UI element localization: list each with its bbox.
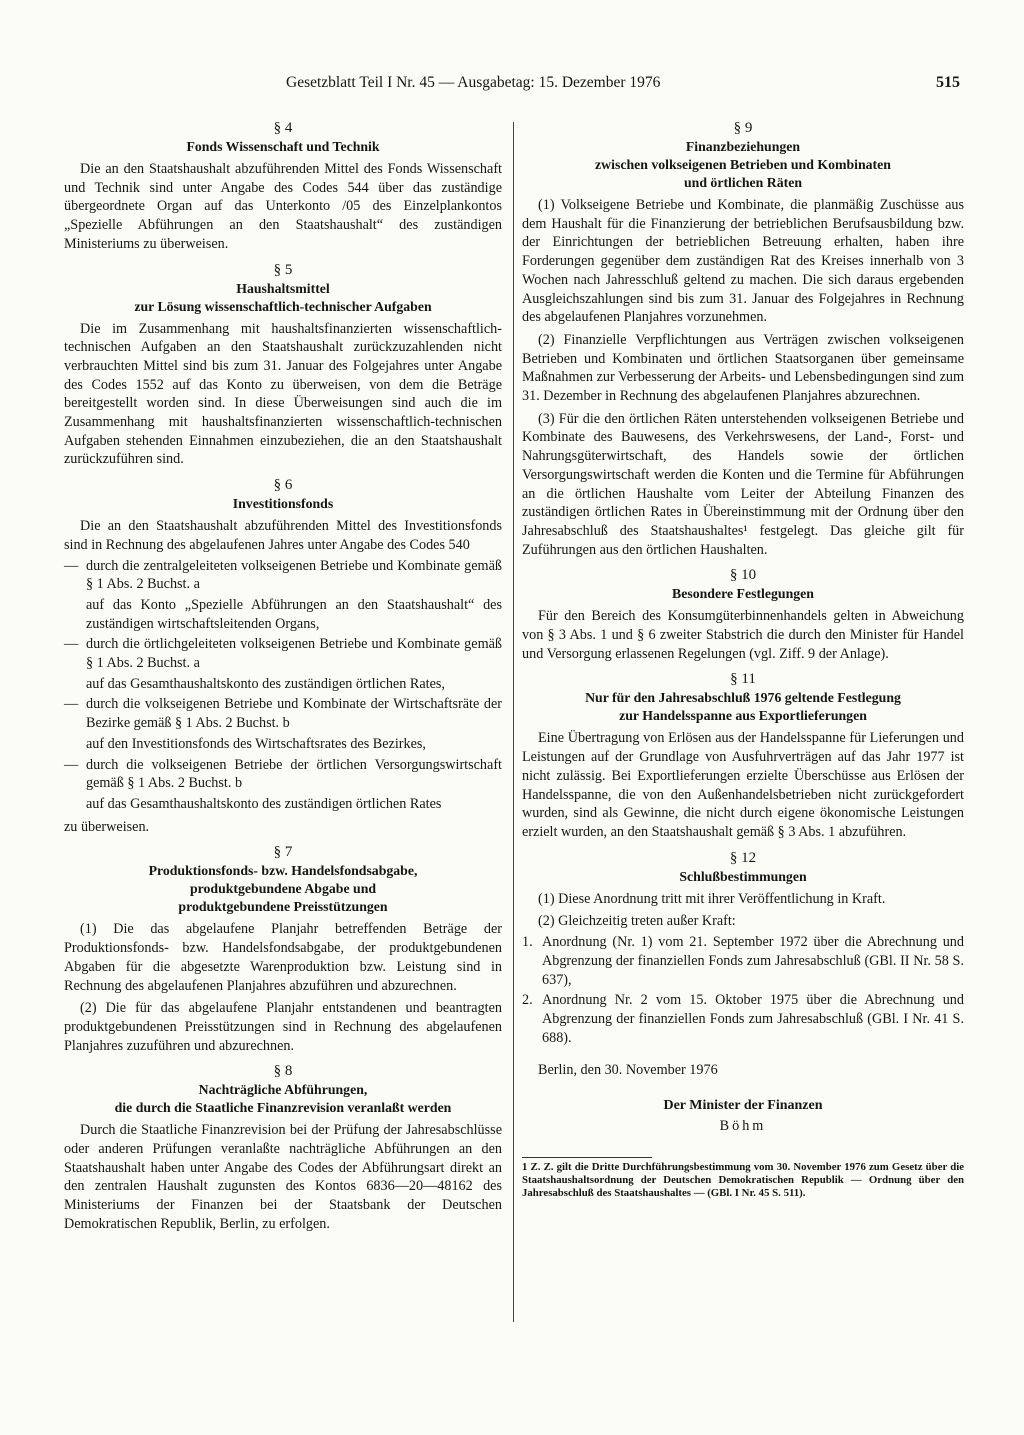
paragraph: (1) Volkseigene Betriebe und Kombinate, die planmäßig Zuschüsse aus dem Haushalt für die Finanzierung der betrieblichen Berufsausbildung bzw. der Einrichtungen der betrieblichen Betreuung erhalten, haben ihre Forderungen gegenüber dem zuständigen Rat des Kreises innerhalb von 3 Wochen nach Jahresschluß geltend zu machen. Die sich daraus ergebenden Ausgleichszahlungen sind bis zum 31. Januar des Folgejahres in Rechnung des abgelaufenen Planjahres vorzunehmen. — [522, 197, 964, 326]
page-header — [0, 74, 1024, 98]
list-item-text: durch die volkseigenen Betriebe der örtlichen Versorgungswirtschaft gemäß § 1 Abs. 2 Buchst. b — [86, 756, 502, 792]
paragraph: zu überweisen. — [64, 818, 150, 835]
signer-title: Der Minister der Finanzen — [663, 1098, 823, 1114]
section-number: § 11 — [730, 671, 756, 688]
item-text: Anordnung Nr. 2 vom 15. Oktober 1975 über die Abrechnung und Abgrenzung der finanziellen Fonds zum Jahresabschluß (GBl. I Nr. 41 S. 688). — [542, 992, 964, 1046]
section-title: zwischen volkseigenen Betrieben und Kombinaten — [595, 157, 891, 172]
section-5 — [64, 260, 502, 470]
section-number: § 5 — [273, 261, 293, 278]
section-number: § 7 — [273, 844, 293, 861]
section-number: § 8 — [273, 1063, 293, 1080]
paragraph: Für den Bereich des Konsumgüterbinnenhandels gelten in Abweichung von § 3 Abs. 1 und § 6 zweiter Stabstrich die durch den Minister für Handel und Versorgung erlassenen Regelungen (vgl. Ziff. 9 der Anlage). — [522, 608, 964, 662]
section-title: Produktionsfonds- bzw. Handelsfondsabgabe, — [148, 863, 418, 879]
list-item — [64, 756, 502, 793]
left-column — [64, 112, 502, 1240]
section-title: Schlußbestimmungen — [679, 868, 807, 884]
section-title: produktgebundene Preisstützungen — [178, 899, 388, 915]
section-7 — [64, 842, 502, 1055]
paragraph: (2) Finanzielle Verpflichtungen aus Verträgen zwischen volkseigenen Betrieben und Kombinaten und örtlichen Staatsorganen über gemeinsame Maßnahmen zur Verbesserung der Arbeits- und Lebensbedingungen sind zum 31. Dezember in Rechnung des abgelaufenen Planjahres abzurechnen. — [522, 331, 964, 405]
footnote: 1 Z. Z. gilt die Dritte Durchführungsbestimmung vom 30. November 1976 zum Gesetz über die Staatshaushaltsordnung der Deutschen Demokratischen Republik — Ordnung über den Jahresabschluß des Staatshaushaltes — (GBl. I Nr. 45 S. 511). — [522, 1161, 964, 1199]
item-number: 2. — [522, 992, 533, 1009]
paragraph: (1) Diese Anordnung tritt mit ihrer Veröffentlichung in Kraft. — [538, 890, 886, 907]
list-item-destination: auf den Investitionsfonds des Wirtschaftsrates des Bezirkes, — [86, 735, 426, 752]
dash-marker: — — [64, 636, 79, 653]
list-item-text: durch die zentralgeleiteten volkseigenen Betriebe und Kombinate gemäß § 1 Abs. 2 Buchst. a — [86, 557, 502, 593]
page-number: 515 — [936, 74, 960, 91]
header-text: Gesetzblatt Teil I Nr. 45 — Ausgabetag: 15. Dezember 1976 — [286, 74, 661, 91]
list-item-destination: auf das Gesamthaushaltskonto des zuständigen örtlichen Rates — [86, 795, 442, 812]
section-title: Haushaltsmittel — [236, 280, 330, 296]
footnote-rule — [522, 1157, 652, 1158]
numbered-item — [522, 991, 964, 1047]
place-date: Berlin, den 30. November 1976 — [538, 1062, 718, 1079]
section-number: § 10 — [729, 567, 757, 584]
section-title: die durch die Staatliche Finanzrevision veranlaßt werden — [114, 1100, 452, 1116]
section-number: § 4 — [273, 120, 293, 136]
section-title: produktgebundene Abgabe und — [189, 881, 377, 897]
paragraph: Die im Zusammenhang mit haushaltsfinanzierten wissenschaftlich-technischen Aufgaben an den Staatshaushalt zurückzuzahlenden nicht verbrauchten Mittel sind bis zum 31. Januar des Folgejahres unter Angabe des Codes 1552 auf das Konto zu überweisen, von dem die Beträge bereitgestellt worden sind. In diese Überweisungen sind auch die im Zusammenhang mit haushaltsfinanzierten wissenschaftlich-technischen Aufgaben stehenden Einnahmen einzubeziehen, die an den Staatshaushalt zurückzuführen sind. — [64, 320, 502, 468]
list-item-destination: auf das Gesamthaushaltskonto des zuständigen örtlichen Rates, — [86, 675, 445, 692]
dash-marker: — — [64, 696, 79, 713]
list-item-destination: auf das Konto „Spezielle Abführungen an den Staatshaushalt“ des zuständigen wirtschaftsleitenden Organs, — [86, 596, 502, 632]
section-4 — [64, 118, 502, 254]
section-number: § 6 — [273, 477, 293, 494]
section-8 — [64, 1061, 502, 1233]
list-item — [64, 557, 502, 594]
right-column — [522, 112, 964, 1199]
section-9 — [522, 118, 964, 559]
section-title: Investitionsfonds — [232, 496, 334, 512]
section-title: Nachträgliche Abführungen, — [198, 1082, 368, 1098]
paragraph: Die an den Staatshaushalt abzuführenden Mittel des Investitionsfonds sind in Rechnung des abgelaufenen Jahres unter Angabe des Codes 540 — [64, 518, 502, 553]
section-title: Fonds Wissenschaft und Technik — [186, 139, 380, 154]
section-10 — [522, 565, 964, 663]
section-number: § 12 — [729, 849, 757, 866]
paragraph: (1) Die das abgelaufene Planjahr betreffenden Beträge der Produktionsfonds- bzw. Handelsfondsabgabe, der produktgebundenen Abgaben für die abgesetzte Warenproduktion bzw. Leistung sind in Rechnung des abgelaufenen Planjahres abzuführen und abzurechnen. — [64, 921, 502, 994]
paragraph: (3) Für die den örtlichen Räten unterstehenden volkseigenen Betriebe und Kombinate des Bauwesens, des Verkehrswesens, der Land-, Forst- und Nahrungsgüterwirtschaft, des Handels sowie der örtlichen Versorgungswirtschaft werden die Konten und die Termine für Abführungen an die örtlichen Haushalte vom Leiter der Abteilung Finanzen des zuständigen örtlichen Rates in Übereinstimmung mit der Ordnung über den Jahresabschluß des Staatshaushaltes¹ festgelegt. Das gleiche gilt für Zuführungen aus den örtlichen Haushalten. — [522, 410, 964, 558]
item-text: Anordnung (Nr. 1) vom 21. September 1972 über die Abrechnung und Abgrenzung der finanziellen Fonds zum Jahresabschluß (GBl. II Nr. 58 S. 637), — [542, 934, 964, 988]
list-item-text: durch die örtlichgeleiteten volkseigenen Betriebe und Kombinate gemäß § 1 Abs. 2 Buchst. a — [86, 636, 502, 672]
numbered-item — [522, 933, 964, 989]
dash-marker: — — [64, 756, 79, 773]
paragraph: Eine Übertragung von Erlösen aus der Handelsspanne für Lieferungen und Leistungen auf der Grundlage von Ausfuhrverträgen auf das Jahr 1977 ist nicht zulässig. Bei Exportlieferungen erzielte Überschüsse aus Erlösen der Handelsspanne, die von den Außenhandelsbetrieben nicht zurückgefordert wurden, sind als Gewinne, die nicht durch eigene ökonomische Leistungen erzielt wurden, an den Staatshaushalt gemäß § 3 Abs. 1 abzuführen. — [522, 730, 964, 840]
list-item-text: durch die volkseigenen Betriebe und Kombinate der Wirtschaftsräte der Bezirke gemäß § 1 Abs. 2 Buchst. b — [86, 696, 502, 732]
section-6 — [64, 475, 502, 836]
section-title: Finanzbeziehungen — [685, 139, 801, 154]
paragraph: Die an den Staatshaushalt abzuführenden Mittel des Fonds Wissenschaft und Technik sind unter Angabe des Codes 544 über das zuständige übergeordnete Organ auf das Unterkonto /05 des Einzelplankontos „Spezielle Abführungen an den Staatshaushalt“ des zuständigen Ministeriums zu überweisen. — [64, 161, 502, 252]
list-item — [64, 695, 502, 732]
item-number: 1. — [522, 934, 533, 951]
section-title: und örtlichen Räten — [683, 175, 803, 190]
list-item — [64, 635, 502, 672]
dash-marker: — — [64, 557, 79, 574]
signer-name: Böhm — [719, 1118, 767, 1135]
section-title: Besondere Festlegungen — [672, 586, 814, 602]
paragraph: (2) Die für das abgelaufene Planjahr entstandenen und beantragten produktgebundenen Preisstützungen sind in Rechnung des abgelaufenen Planjahres zuzuführen und abzurechnen. — [64, 1000, 502, 1054]
column-divider — [513, 122, 514, 1322]
section-number: § 9 — [733, 120, 753, 136]
section-12 — [522, 848, 964, 1048]
section-title: zur Handelsspanne aus Exportlieferungen — [619, 708, 867, 724]
section-title: Nur für den Jahresabschluß 1976 geltende Festlegung — [585, 690, 901, 706]
paragraph: Durch die Staatliche Finanzrevision bei der Prüfung der Jahresabschlüsse oder anderen Prüfungen veranlaßte nachträgliche Abführungen an den Staatshaushalt haben unter Angabe des Codes der Abführungsart direkt an den zentralen Haushalt zugunsten des Kontos 6836—20—48162 des Ministeriums der Finanzen bei der Staatsbank der Deutschen Demokratischen Republik, Berlin, zu erfolgen. — [64, 1122, 502, 1232]
paragraph: (2) Gleichzeitig treten außer Kraft: — [538, 913, 736, 930]
section-title: zur Lösung wissenschaftlich-technischer Aufgaben — [134, 298, 432, 314]
section-11 — [522, 669, 964, 841]
